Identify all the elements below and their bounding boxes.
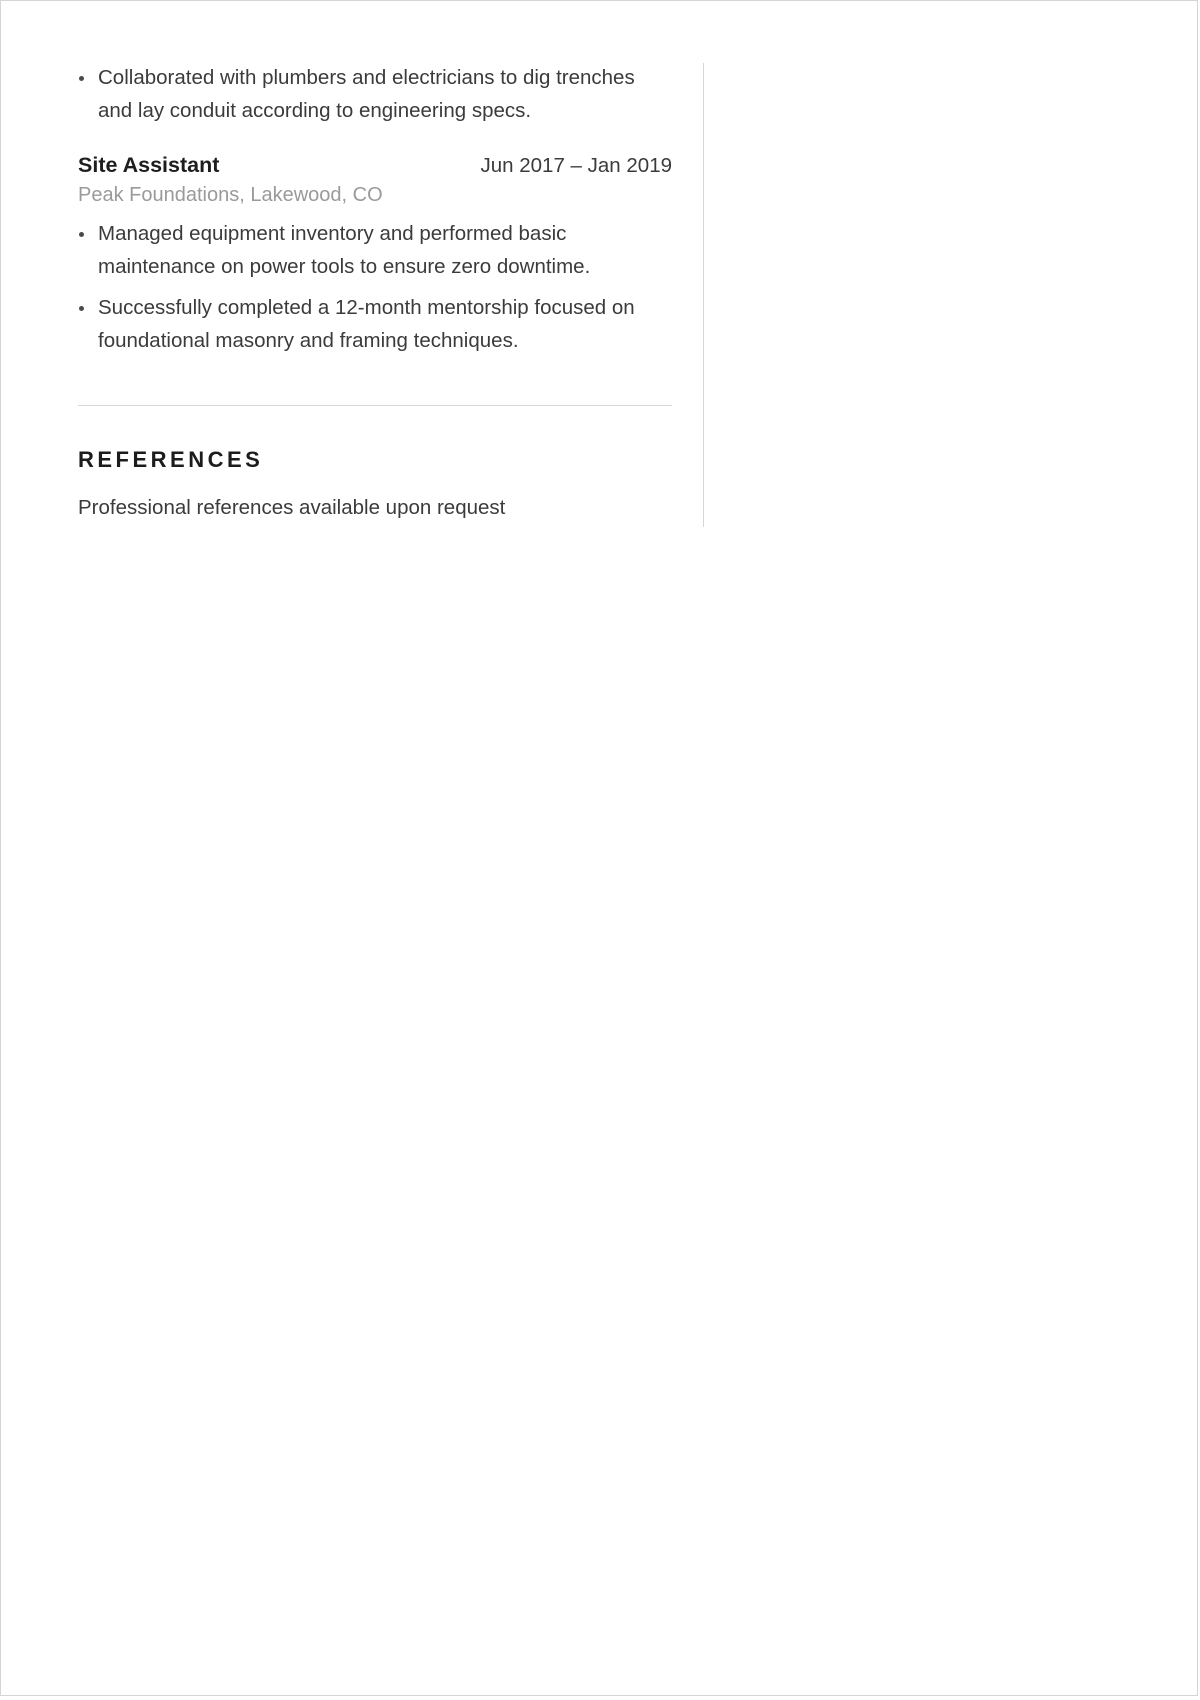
job-title: Site Assistant: [78, 153, 220, 177]
job-entry-site-assistant: [78, 153, 672, 357]
section-divider: [78, 405, 672, 406]
job-company: Peak Foundations, Lakewood, CO: [78, 184, 383, 206]
column-divider: [703, 63, 704, 527]
job-dates: Jun 2017 – Jan 2019: [480, 154, 672, 177]
bullet-item: Collaborated with plumbers and electricians to dig trenches and lay conduit according to engineering specs.: [78, 61, 672, 127]
references-text: Professional references available upon request: [78, 496, 506, 519]
main-column: [78, 61, 672, 522]
job-bullets: [78, 217, 672, 357]
previous-job-bullets: [78, 61, 672, 127]
bullet-item: Managed equipment inventory and performed basic maintenance on power tools to ensure zero downtime.: [78, 217, 672, 283]
job-header: [78, 153, 672, 181]
bullet-item: Successfully completed a 12-month mentorship focused on foundational masonry and framing techniques.: [78, 291, 672, 357]
references-heading: REFERENCES: [78, 447, 264, 472]
